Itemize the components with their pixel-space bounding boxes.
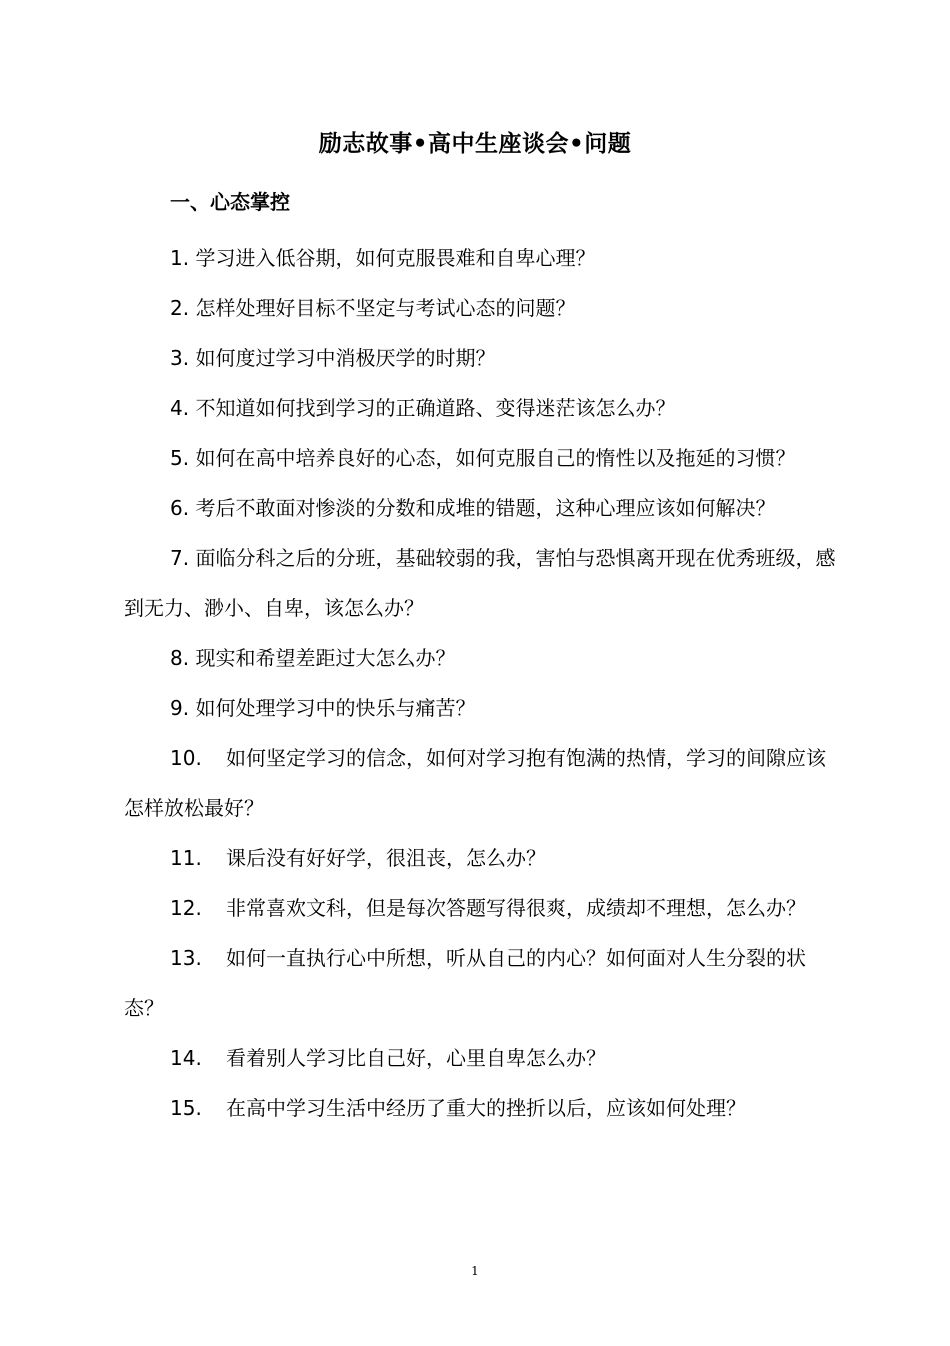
question-number: 6. — [170, 496, 190, 520]
question-item — [124, 1033, 844, 1083]
question-item — [124, 733, 844, 833]
question-number: 4. — [170, 396, 190, 420]
question-text: 面临分科之后的分班，基础较弱的我，害怕与恐惧离开现在优秀班级，感到无力、渺小、自卑，该怎么办？ — [124, 546, 836, 620]
question-text: 如何坚定学习的信念，如何对学习抱有饱满的热情，学习的间隙应该怎样放松最好？ — [124, 746, 826, 820]
question-text: 考后不敢面对惨淡的分数和成堆的错题，这种心理应该如何解决？ — [195, 496, 776, 520]
question-item — [124, 883, 844, 933]
question-item — [124, 533, 844, 633]
question-number: 12. — [170, 896, 202, 920]
question-number: 5. — [170, 446, 190, 470]
question-number: 8. — [170, 646, 190, 670]
question-text: 如何一直执行心中所想，听从自己的内心？如何面对人生分裂的状态？ — [124, 946, 806, 1020]
question-item — [124, 333, 844, 383]
question-number: 14. — [170, 1046, 202, 1070]
question-number: 13. — [170, 946, 202, 970]
question-text: 如何度过学习中消极厌学的时期？ — [195, 346, 496, 370]
question-item — [124, 483, 844, 533]
question-item — [124, 633, 844, 683]
question-text: 如何在高中培养良好的心态，如何克服自己的惰性以及拖延的习惯？ — [195, 446, 796, 470]
question-item — [124, 283, 844, 333]
question-number: 11. — [170, 846, 202, 870]
document-title: 励志故事•高中生座谈会•问题 — [318, 131, 632, 157]
question-number: 9. — [170, 696, 190, 720]
question-text: 在高中学习生活中经历了重大的挫折以后，应该如何处理？ — [226, 1096, 746, 1120]
question-number: 2. — [170, 296, 190, 320]
question-number: 15. — [170, 1096, 202, 1120]
question-item — [124, 233, 844, 283]
question-text: 学习进入低谷期，如何克服畏难和自卑心理？ — [195, 246, 596, 270]
question-item — [124, 433, 844, 483]
question-item — [124, 1083, 844, 1133]
question-text: 现实和希望差距过大怎么办？ — [195, 646, 456, 670]
question-text: 不知道如何找到学习的正确道路、变得迷茫该怎么办？ — [195, 396, 676, 420]
page-number: 1 — [471, 1264, 479, 1278]
question-text: 看着别人学习比自己好，心里自卑怎么办？ — [226, 1046, 606, 1070]
question-item — [124, 833, 844, 883]
question-list — [124, 233, 844, 1133]
question-number: 10. — [170, 746, 202, 770]
question-item — [124, 383, 844, 433]
question-item — [124, 683, 844, 733]
section-heading: 一、心态掌控 — [170, 190, 290, 214]
question-text: 怎样处理好目标不坚定与考试心态的问题？ — [195, 296, 576, 320]
question-text: 非常喜欢文科，但是每次答题写得很爽，成绩却不理想，怎么办？ — [226, 896, 806, 920]
question-text: 如何处理学习中的快乐与痛苦？ — [195, 696, 476, 720]
question-number: 3. — [170, 346, 190, 370]
question-text: 课后没有好好学，很沮丧，怎么办？ — [226, 846, 546, 870]
question-item — [124, 933, 844, 1033]
question-number: 1. — [170, 246, 190, 270]
question-number: 7. — [170, 546, 190, 570]
